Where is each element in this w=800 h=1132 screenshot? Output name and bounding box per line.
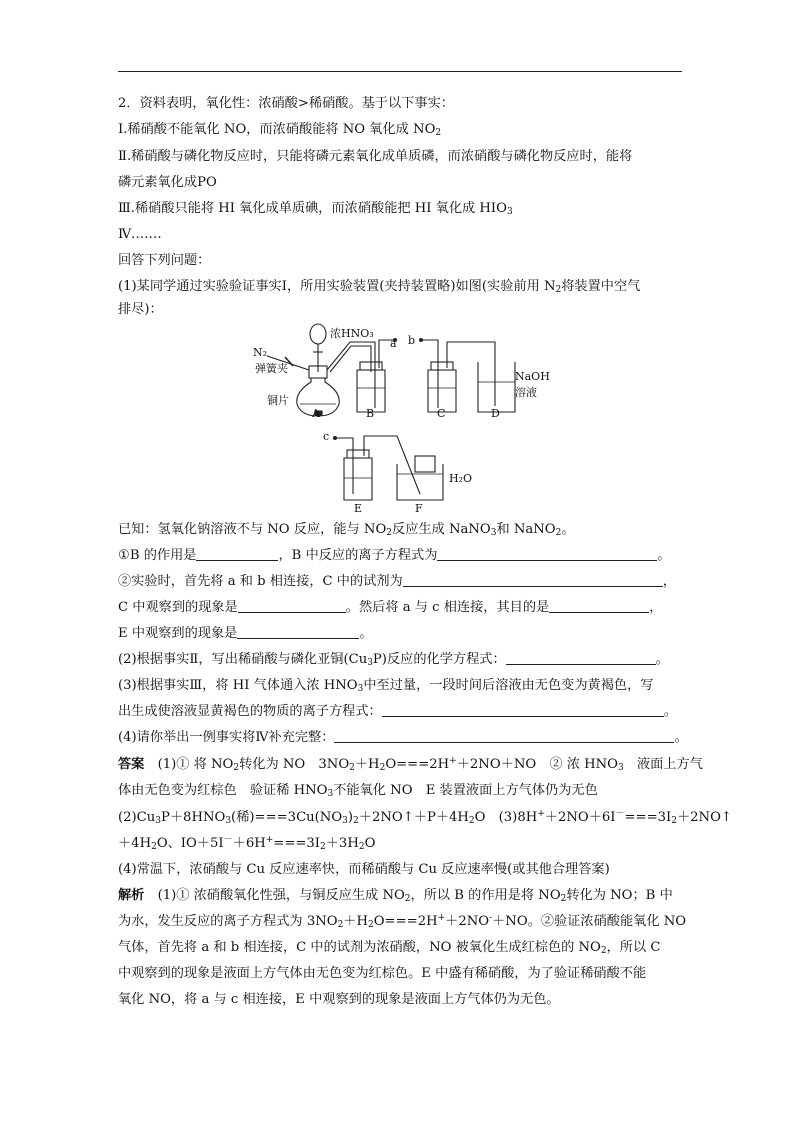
part-3: (3)根据事实Ⅲ，将 HI 气体通入浓 $HNO_3$中至过量，一段时间后溶液由无色变为黄褐色，写 <box>118 678 654 694</box>
known-info: 已知：氢氧化钠溶液不与 NO 反应，能与 $NO_2$反应生成 NaNO$_3$和 NaNO$_2$。 <box>118 522 575 538</box>
label-soln: 溶液 <box>515 386 537 399</box>
label-b: b <box>408 334 416 347</box>
label-clip: 弹簧夹 <box>255 362 288 375</box>
part-4: (4)请你举出一例事实将Ⅳ补充完整： 。 <box>118 730 688 745</box>
apparatus-diagram-abcd <box>245 322 575 422</box>
explain-line-1: 解析 (1)① 浓硝酸氧化性强，与铜反应生成 $NO_2$，所以 B 的作用是将 $NO_2$转化为 NO；B 中 <box>118 888 673 904</box>
subq-1: ①B 的作用是 ，B 中反应的离子方程式为 。 <box>118 548 671 563</box>
answer-blank[interactable] <box>437 546 657 561</box>
label-F: F <box>415 502 423 515</box>
answer-blank[interactable] <box>196 546 278 561</box>
answer-line-4: $+4H_2O$、$IO+5I^-+6H^+===3I_2+3H_2O$ <box>118 835 376 852</box>
part-1-cont: 排尽)： <box>118 302 163 317</box>
funnel-bulb <box>310 324 326 344</box>
label-a: a <box>390 337 397 350</box>
answer-blank[interactable] <box>382 702 664 717</box>
answer-blank[interactable] <box>334 728 674 743</box>
part-3-cont: 出生成使溶液显黄褐色的物质的离子方程式： 。 <box>118 704 677 719</box>
label-A: A <box>312 407 320 420</box>
question-title: 2．资料表明，氧化性：浓硝酸>稀硝酸。基于以下事实： <box>118 96 454 111</box>
answer-blank[interactable] <box>549 598 649 613</box>
label-B: B <box>366 407 375 420</box>
label-c: c <box>323 430 330 443</box>
answer-blank[interactable] <box>237 624 359 639</box>
explain-line-5: 氧化 NO，将 a 与 c 相连接，E 中观察到的现象是液面上方气体仍为无色。 <box>118 992 560 1007</box>
label-h2o: H₂O <box>449 472 473 485</box>
fact-3: Ⅲ.稀硝酸只能将 HI 氧化成单质碘，而浓硝酸能把 HI 氧化成 $HIO_3$ <box>118 201 513 217</box>
fact-2-cont: 磷元素氧化成PO <box>118 175 217 190</box>
explain-line-4: 中观察到的现象是液面上方气体由无色变为红棕色。E 中盛有稀硝酸，为了验证稀硝酸不能 <box>118 966 647 981</box>
explain-line-3: 气体，首先将 a 和 b 相连接，C 中的试剂为浓硝酸，NO 被氧化生成红棕色的 $NO_2$，所以 C <box>118 940 661 956</box>
fact-4: Ⅳ.…… <box>118 227 162 242</box>
subq-2c: E 中观察到的现象是 。 <box>118 626 373 641</box>
answer-line-3: $(2)Cu_3P+8HNO_3$(稀)$===3Cu(NO_3)_2+2NO↑+P+4H_2O$ $(3)8H^++2NO+6I^-===3I_2+2NO↑$ <box>118 809 732 826</box>
fact-1: Ⅰ.稀硝酸不能氧化 NO，而浓硝酸能将 NO 氧化成 $NO_2$ <box>118 122 442 138</box>
answer-line-5: (4)常温下，浓硝酸与 Cu 反应速率快，而稀硝酸与 Cu 反应速率慢(或其他合理答案) <box>118 862 610 877</box>
apparatus-diagram-ef <box>315 428 495 518</box>
answer-blank[interactable] <box>403 572 663 587</box>
label-copper: 铜片 <box>267 394 289 407</box>
part-2: (2)根据事实Ⅱ，写出稀硝酸与磷化亚铜$(Cu_3P)$反应的化学方程式： 。 <box>118 652 669 668</box>
label-acid: 浓HNO₃ <box>330 327 374 340</box>
answer-line-2: 体由无色变为红棕色 验证稀 $HNO_3$不能氧化 NO E 装置液面上方气体仍为无色 <box>118 783 598 799</box>
label-n2: N₂ <box>253 346 268 359</box>
fact-2: Ⅱ.稀硝酸与磷化物反应时，只能将磷元素氧化成单质磷，而浓硝酸与磷化物反应时，能将 <box>118 149 633 164</box>
label-E: E <box>354 502 363 515</box>
label-naoh: NaOH <box>515 370 550 383</box>
answer-blank[interactable] <box>238 598 346 613</box>
answer-line-1: 答案 (1)① 将 $NO_2$转化为 NO $3NO_2+H_2O===2H^++2NO+NO$ ② 浓 $HNO_3$ 液面上方气 <box>118 756 703 773</box>
header-rule <box>118 71 682 72</box>
prompt: 回答下列问题： <box>118 253 211 268</box>
explain-line-2: 为水，发生反应的离子方程式为 $3NO_2+H_2O===2H^++2NO^-+NO$。②验证浓硝酸能氧化 NO <box>118 913 687 930</box>
subq-2: ②实验时，首先将 a 和 b 相连接，C 中的试剂为 ， <box>118 574 676 589</box>
answer-blank[interactable] <box>506 650 656 665</box>
label-D: D <box>491 407 500 420</box>
part-1: (1)某同学通过实验验证事实Ⅰ，所用实验装置(夹持装置略)如图(实验前用 $N_2$将装置中空气 <box>118 279 641 295</box>
subq-2b: C 中观察到的现象是 。然后将 a 与 c 相连接，其目的是 ， <box>118 600 663 615</box>
label-C: C <box>437 407 446 420</box>
